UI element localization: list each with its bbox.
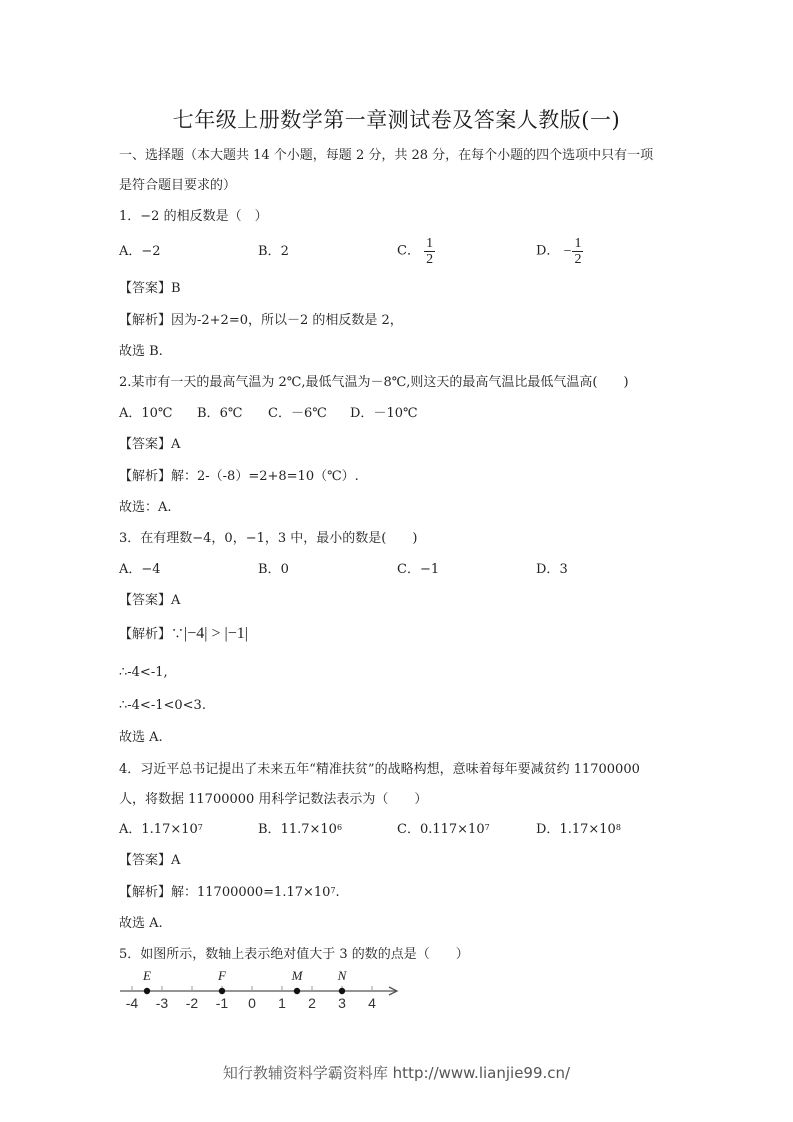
question-4-conclusion: 故选 A.	[119, 916, 163, 931]
question-2-answer: 【答案】A	[119, 437, 181, 452]
tick-label: -1	[215, 995, 229, 1011]
fraction: $\frac{1}{2}$	[426, 236, 434, 267]
number-line-figure	[118, 966, 400, 1012]
document-title: 七年级上册数学第一章测试卷及答案人教版(一)	[172, 108, 621, 132]
question-3-option-a: A．−4	[119, 562, 161, 577]
question-4-analysis: 【解析】解：$11700000=1.17\times 10^7$.	[119, 885, 340, 900]
tick-label: -3	[155, 995, 169, 1011]
point-label: N	[337, 968, 347, 983]
question-4-option-d: D．$1.17\times 10^8$	[536, 822, 621, 837]
question-2-analysis: 【解析】解：2-（-8）=2+8=10（℃）.	[119, 469, 359, 484]
question-4-stem-line2: 人，将数据 11700000 用科学记数法表示为（ ）	[119, 792, 428, 807]
question-5-stem: 5．如图所示，数轴上表示绝对值大于 3 的数的点是（ ）	[119, 947, 469, 962]
because-symbol: ∵	[171, 627, 185, 642]
question-3-option-b: B．0	[258, 562, 289, 577]
question-2-conclusion: 故选：A.	[119, 500, 172, 515]
question-1-option-b: B．2	[258, 244, 289, 259]
tick-label: 3	[338, 995, 346, 1011]
question-3-answer: 【答案】A	[119, 593, 181, 608]
tick-label: 0	[248, 995, 256, 1011]
question-1-analysis: 【解析】因为-2+2=0，所以－2 的相反数是 2，	[119, 313, 403, 328]
question-2-stem: 2.某市有一天的最高气温为 2℃,最低气温为－8℃,则这天的最高气温比最低气温高( )	[119, 375, 629, 390]
question-1-answer: 【答案】B	[119, 281, 181, 296]
question-4-option-c: C．$0.117\times 10^7$	[397, 822, 490, 837]
point-label: F	[218, 968, 226, 983]
question-3-conclusion: 故选 A.	[119, 730, 163, 745]
tick-label: -2	[185, 995, 199, 1011]
point-m	[294, 988, 300, 994]
tick-label: 4	[368, 995, 376, 1011]
section-header-line1: 一、选择题（本大题共 14 个小题，每题 2 分，共 28 分，在每个小题的四个选项中只有一项	[119, 148, 654, 163]
question-1-stem: 1．−2 的相反数是（ ）	[119, 209, 268, 224]
question-3-analysis-step1: ∴-4<-1,	[119, 665, 168, 680]
point-label: E	[143, 968, 151, 983]
question-2-option-c: C．－6℃	[268, 406, 327, 421]
tick-label: 2	[308, 995, 316, 1011]
question-1-option-d: D． − $\frac{1}{2}$	[536, 236, 582, 267]
question-1-option-a: A．−2	[119, 244, 161, 259]
tick-label: 1	[278, 995, 286, 1011]
question-3-analysis-step2: ∴-4<-1<0<3.	[119, 698, 206, 713]
question-1-conclusion: 故选 B.	[119, 344, 163, 359]
question-3-stem: 3．在有理数−4，0，−1，3 中，最小的数是( )	[119, 531, 418, 546]
question-4-stem-line1: 4．习近平总书记提出了未来五年“精准扶贫”的战略构想，意味着每年要减贫约 11700000	[119, 762, 640, 777]
question-2-option-a: A．10℃	[119, 406, 173, 421]
question-3-analysis: 【解析】∵|−4| > |−1|	[119, 625, 248, 642]
point-e	[144, 988, 150, 994]
question-4-option-b: B．$11.7\times 10^6$	[258, 822, 343, 837]
question-4-answer: 【答案】A	[119, 853, 181, 868]
question-3-option-d: D．3	[536, 562, 568, 577]
question-4-option-a: A．$1.17\times 10^7$	[119, 822, 203, 837]
question-1-option-c: C． $\frac{1}{2}$	[397, 236, 434, 267]
question-2-option-d: D．－10℃	[350, 406, 418, 421]
question-2-option-b: B．6℃	[197, 406, 243, 421]
footer-watermark: 知行教辅资料学霸资料库 http://www.lianjie99.cn/	[222, 1064, 571, 1082]
question-3-option-c: C．−1	[397, 562, 440, 577]
point-n	[339, 988, 345, 994]
point-f	[219, 988, 225, 994]
tick-label: -4	[125, 995, 139, 1011]
fraction: $\frac{1}{2}$	[574, 236, 582, 267]
section-header-line2: 是符合题目要求的）	[119, 178, 237, 193]
point-label: M	[291, 968, 303, 983]
